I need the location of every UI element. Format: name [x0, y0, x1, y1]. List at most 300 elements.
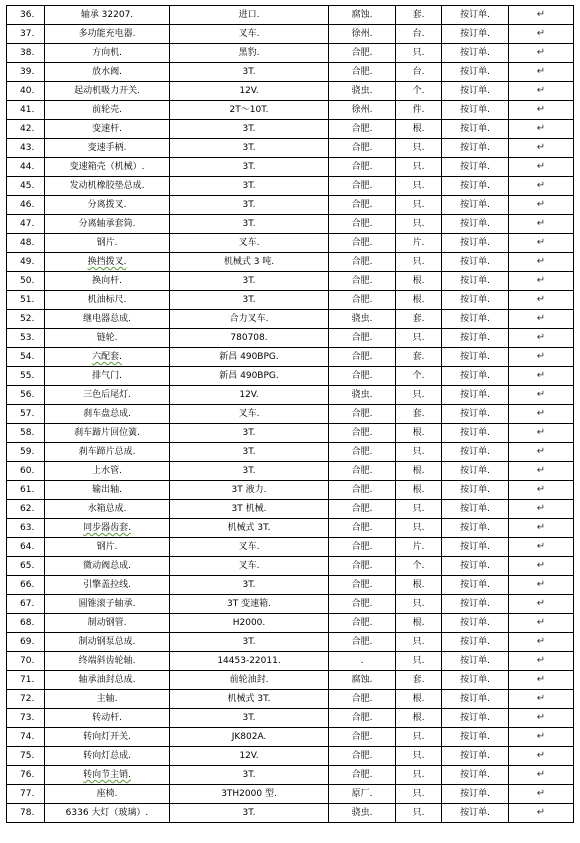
origin-cell [329, 272, 396, 291]
unit: 个. [412, 86, 425, 96]
part-name: 放水阀. [92, 67, 122, 77]
unit-cell [396, 101, 442, 120]
origin-cell [329, 766, 396, 785]
row-number-cell [7, 633, 45, 652]
remark-cell [442, 215, 509, 234]
row-number-cell [7, 158, 45, 177]
unit-cell [396, 804, 442, 823]
origin: 合肥. [351, 599, 373, 609]
paragraph-mark-icon: ↵ [536, 674, 546, 685]
remark: 按订单. [460, 333, 490, 343]
row-number: 41. [20, 105, 35, 115]
row-number-cell [7, 348, 45, 367]
unit-cell [396, 538, 442, 557]
unit: 只. [412, 637, 425, 647]
unit: 套. [412, 10, 425, 20]
row-number: 56. [20, 390, 35, 400]
part-name: 座椅. [96, 789, 118, 799]
row-number-cell [7, 405, 45, 424]
unit: 只. [412, 789, 425, 799]
remark: 按订单. [460, 580, 490, 590]
part-name: 轴承油封总成. [78, 675, 136, 685]
origin-cell [329, 595, 396, 614]
row-end-cell [509, 101, 574, 120]
origin-cell [329, 120, 396, 139]
origin-cell [329, 443, 396, 462]
row-end-cell [509, 690, 574, 709]
origin-cell [329, 25, 396, 44]
part-name: 分离轴承套筒. [78, 219, 136, 229]
model-spec: 3T. [242, 200, 256, 210]
model-spec: 3T. [242, 580, 256, 590]
origin: 合肥. [351, 618, 373, 628]
table-row [7, 519, 574, 538]
table-row [7, 44, 574, 63]
remark-cell [442, 576, 509, 595]
model-spec: 3T 机械. [231, 504, 267, 514]
part-name: 制动钢泵总成. [78, 637, 136, 647]
remark-cell [442, 804, 509, 823]
part-name-cell [45, 557, 170, 576]
origin-cell [329, 728, 396, 747]
part-name: 主轴. [96, 694, 118, 704]
unit: 根. [412, 485, 425, 495]
model-spec: 2T～10T. [229, 105, 269, 115]
remark-cell [442, 310, 509, 329]
row-end-cell [509, 177, 574, 196]
origin-cell [329, 139, 396, 158]
unit: 只. [412, 257, 425, 267]
part-name: 方向机. [92, 48, 122, 58]
origin-cell [329, 576, 396, 595]
row-end-cell [509, 652, 574, 671]
model-spec-cell [170, 462, 329, 481]
parts-table [6, 5, 574, 823]
row-end-cell [509, 595, 574, 614]
model-spec-cell [170, 766, 329, 785]
unit: 根. [412, 276, 425, 286]
part-name-cell [45, 766, 170, 785]
row-number: 62. [20, 504, 35, 514]
row-end-cell [509, 481, 574, 500]
row-number-cell [7, 424, 45, 443]
model-spec: 3T. [242, 770, 256, 780]
paragraph-mark-icon: ↵ [536, 522, 546, 533]
remark-cell [442, 557, 509, 576]
origin: 合肥. [351, 466, 373, 476]
row-number: 48. [20, 238, 35, 248]
unit-cell [396, 63, 442, 82]
part-name: 同步器齿套. [83, 523, 131, 533]
origin-cell [329, 557, 396, 576]
model-spec: 3T. [242, 637, 256, 647]
model-spec-cell [170, 63, 329, 82]
origin: 合肥. [351, 732, 373, 742]
remark: 按订单. [460, 276, 490, 286]
part-name-cell [45, 63, 170, 82]
unit-cell [396, 614, 442, 633]
row-number-cell [7, 671, 45, 690]
unit-cell [396, 158, 442, 177]
origin: 合肥. [351, 143, 373, 153]
unit: 套. [412, 352, 425, 362]
row-number-cell [7, 329, 45, 348]
unit: 个. [412, 561, 425, 571]
row-number-cell [7, 310, 45, 329]
origin-cell [329, 101, 396, 120]
unit-cell [396, 329, 442, 348]
row-number: 46. [20, 200, 35, 210]
model-spec-cell [170, 367, 329, 386]
paragraph-mark-icon: ↵ [536, 237, 546, 248]
table-row [7, 633, 574, 652]
origin-cell [329, 6, 396, 25]
unit: 套. [412, 675, 425, 685]
model-spec-cell [170, 614, 329, 633]
row-number-cell [7, 766, 45, 785]
row-number: 42. [20, 124, 35, 134]
remark: 按订单. [460, 257, 490, 267]
remark-cell [442, 614, 509, 633]
origin: 合肥. [351, 504, 373, 514]
part-name: 三色后尾灯. [83, 390, 131, 400]
part-name: 输出轴. [92, 485, 122, 495]
unit: 只. [412, 390, 425, 400]
model-spec-cell [170, 329, 329, 348]
unit: 个. [412, 371, 425, 381]
paragraph-mark-icon: ↵ [536, 617, 546, 628]
remark: 按订单. [460, 409, 490, 419]
remark: 按订单. [460, 352, 490, 362]
row-end-cell [509, 348, 574, 367]
unit: 件. [412, 105, 425, 115]
model-spec: 叉车. [238, 561, 260, 571]
remark: 按订单. [460, 542, 490, 552]
row-number: 63. [20, 523, 35, 533]
unit-cell [396, 6, 442, 25]
row-end-cell [509, 576, 574, 595]
row-number-cell [7, 728, 45, 747]
part-name: 转动杆. [92, 713, 122, 723]
row-number: 49. [20, 257, 35, 267]
unit: 根. [412, 618, 425, 628]
origin: 合肥. [351, 333, 373, 343]
row-number-cell [7, 709, 45, 728]
table-row [7, 367, 574, 386]
row-number: 66. [20, 580, 35, 590]
origin-cell [329, 310, 396, 329]
unit-cell [396, 272, 442, 291]
paragraph-mark-icon: ↵ [536, 655, 546, 666]
model-spec: 3T. [242, 295, 256, 305]
table-row [7, 82, 574, 101]
model-spec-cell [170, 139, 329, 158]
remark-cell [442, 728, 509, 747]
part-name: 刹车盘总成. [83, 409, 131, 419]
part-name: 轴承 32207. [80, 10, 134, 20]
remark: 按订单. [460, 181, 490, 191]
remark-cell [442, 538, 509, 557]
model-spec-cell [170, 500, 329, 519]
unit: 套. [412, 409, 425, 419]
row-number: 71. [20, 675, 35, 685]
paragraph-mark-icon: ↵ [536, 427, 546, 438]
part-name-cell [45, 234, 170, 253]
part-name-cell [45, 405, 170, 424]
remark: 按订单. [460, 105, 490, 115]
remark-cell [442, 367, 509, 386]
row-number: 39. [20, 67, 35, 77]
row-number: 55. [20, 371, 35, 381]
row-number: 70. [20, 656, 35, 666]
row-end-cell [509, 44, 574, 63]
remark-cell [442, 500, 509, 519]
unit-cell [396, 785, 442, 804]
origin: 合肥. [351, 694, 373, 704]
table-row [7, 25, 574, 44]
model-spec-cell [170, 310, 329, 329]
paragraph-mark-icon: ↵ [536, 598, 546, 609]
table-row [7, 158, 574, 177]
origin: 合肥. [351, 637, 373, 647]
model-spec: 机械式 3T. [227, 694, 271, 704]
model-spec-cell [170, 386, 329, 405]
unit: 只. [412, 143, 425, 153]
table-row [7, 671, 574, 690]
row-number-cell [7, 196, 45, 215]
part-name-cell [45, 804, 170, 823]
paragraph-mark-icon: ↵ [536, 218, 546, 229]
unit: 只. [412, 656, 425, 666]
origin: 合肥. [351, 485, 373, 495]
row-number: 75. [20, 751, 35, 761]
table-row [7, 291, 574, 310]
unit-cell [396, 462, 442, 481]
origin-cell [329, 671, 396, 690]
remark-cell [442, 386, 509, 405]
unit: 根. [412, 694, 425, 704]
model-spec: 12V. [239, 390, 259, 400]
model-spec: 合力叉车. [229, 314, 269, 324]
part-name-cell [45, 25, 170, 44]
unit-cell [396, 728, 442, 747]
row-number-cell [7, 785, 45, 804]
part-name: 转向节主销. [83, 770, 131, 780]
model-spec-cell [170, 576, 329, 595]
origin-cell [329, 291, 396, 310]
remark: 按订单. [460, 751, 490, 761]
model-spec: 机械式 3 吨. [223, 257, 275, 267]
origin: 合肥. [351, 523, 373, 533]
unit: 只. [412, 333, 425, 343]
paragraph-mark-icon: ↵ [536, 351, 546, 362]
row-number: 45. [20, 181, 35, 191]
model-spec: 12V. [239, 751, 259, 761]
remark-cell [442, 101, 509, 120]
paragraph-mark-icon: ↵ [536, 28, 546, 39]
row-number-cell [7, 652, 45, 671]
table-row [7, 348, 574, 367]
part-name-cell [45, 329, 170, 348]
remark: 按订单. [460, 789, 490, 799]
row-number-cell [7, 557, 45, 576]
unit: 只. [412, 523, 425, 533]
origin: 合肥. [351, 162, 373, 172]
unit: 套. [412, 314, 425, 324]
remark-cell [442, 690, 509, 709]
table-row [7, 196, 574, 215]
paragraph-mark-icon: ↵ [536, 66, 546, 77]
part-name: 变速手柄. [87, 143, 127, 153]
remark: 按订单. [460, 447, 490, 457]
origin: 徐州. [351, 29, 373, 39]
part-name-cell [45, 6, 170, 25]
unit-cell [396, 671, 442, 690]
part-name-cell [45, 709, 170, 728]
origin: 合肥. [351, 770, 373, 780]
row-number-cell [7, 215, 45, 234]
model-spec: 3T. [242, 466, 256, 476]
unit-cell [396, 310, 442, 329]
row-end-cell [509, 671, 574, 690]
table-row [7, 424, 574, 443]
origin-cell [329, 196, 396, 215]
remark: 按订单. [460, 732, 490, 742]
paragraph-mark-icon: ↵ [536, 807, 546, 818]
unit-cell [396, 424, 442, 443]
origin: 合肥. [351, 580, 373, 590]
unit-cell [396, 443, 442, 462]
row-end-cell [509, 557, 574, 576]
unit-cell [396, 196, 442, 215]
origin-cell [329, 82, 396, 101]
part-name: 变速杆. [92, 124, 122, 134]
part-name-cell [45, 158, 170, 177]
unit: 片. [412, 238, 425, 248]
model-spec-cell [170, 158, 329, 177]
remark-cell [442, 234, 509, 253]
table-row [7, 557, 574, 576]
remark-cell [442, 139, 509, 158]
row-number: 52. [20, 314, 35, 324]
part-name: 刹车蹄片总成. [78, 447, 136, 457]
unit: 只. [412, 808, 425, 818]
part-name-cell [45, 614, 170, 633]
origin: 合肥. [351, 447, 373, 457]
origin-cell [329, 709, 396, 728]
remark: 按订单. [460, 428, 490, 438]
document-page [6, 5, 574, 823]
part-name: 转向灯总成. [83, 751, 131, 761]
row-end-cell [509, 633, 574, 652]
row-number: 64. [20, 542, 35, 552]
row-end-cell [509, 386, 574, 405]
row-end-cell [509, 158, 574, 177]
part-name: 机油标尺. [87, 295, 127, 305]
unit-cell [396, 44, 442, 63]
table-row [7, 766, 574, 785]
model-spec: 3T 变速箱. [227, 599, 271, 609]
origin-cell [329, 329, 396, 348]
table-row [7, 709, 574, 728]
origin-cell [329, 614, 396, 633]
origin: . [360, 656, 364, 666]
model-spec-cell [170, 177, 329, 196]
remark-cell [442, 519, 509, 538]
row-end-cell [509, 367, 574, 386]
row-end-cell [509, 766, 574, 785]
row-end-cell [509, 747, 574, 766]
paragraph-mark-icon: ↵ [536, 313, 546, 324]
origin-cell [329, 158, 396, 177]
row-number: 44. [20, 162, 35, 172]
model-spec-cell [170, 690, 329, 709]
row-number: 57. [20, 409, 35, 419]
origin-cell [329, 804, 396, 823]
origin-cell [329, 500, 396, 519]
row-number-cell [7, 6, 45, 25]
row-number: 67. [20, 599, 35, 609]
table-row [7, 63, 574, 82]
table-row [7, 120, 574, 139]
model-spec: 3T 液力. [231, 485, 267, 495]
part-name-cell [45, 253, 170, 272]
model-spec-cell [170, 443, 329, 462]
model-spec-cell [170, 709, 329, 728]
part-name-cell [45, 785, 170, 804]
table-row [7, 253, 574, 272]
unit: 台. [412, 67, 425, 77]
paragraph-mark-icon: ↵ [536, 446, 546, 457]
row-number-cell [7, 462, 45, 481]
part-name-cell [45, 652, 170, 671]
model-spec: 叉车. [238, 409, 260, 419]
model-spec-cell [170, 348, 329, 367]
part-name: 6336 大灯（玻璃）. [65, 808, 149, 818]
part-name-cell [45, 272, 170, 291]
origin-cell [329, 44, 396, 63]
unit-cell [396, 405, 442, 424]
model-spec: 新昌 490BPG. [219, 371, 279, 381]
model-spec: 14453-22011. [217, 656, 281, 666]
remark-cell [442, 44, 509, 63]
unit: 片. [412, 542, 425, 552]
unit: 只. [412, 504, 425, 514]
unit: 根. [412, 466, 425, 476]
part-name-cell [45, 44, 170, 63]
model-spec: 3T. [242, 447, 256, 457]
row-number-cell [7, 234, 45, 253]
model-spec-cell [170, 538, 329, 557]
origin: 徐州. [351, 105, 373, 115]
row-number: 37. [20, 29, 35, 39]
row-number: 38. [20, 48, 35, 58]
unit: 只. [412, 770, 425, 780]
model-spec-cell [170, 633, 329, 652]
model-spec: JK802A. [231, 732, 267, 742]
origin: 合肥. [351, 276, 373, 286]
remark-cell [442, 25, 509, 44]
unit: 只. [412, 219, 425, 229]
row-number-cell [7, 386, 45, 405]
part-name: 上水管. [92, 466, 122, 476]
remark: 按订单. [460, 504, 490, 514]
part-name: 换向杆. [92, 276, 122, 286]
unit-cell [396, 139, 442, 158]
row-number: 69. [20, 637, 35, 647]
model-spec-cell [170, 785, 329, 804]
row-number: 51. [20, 295, 35, 305]
